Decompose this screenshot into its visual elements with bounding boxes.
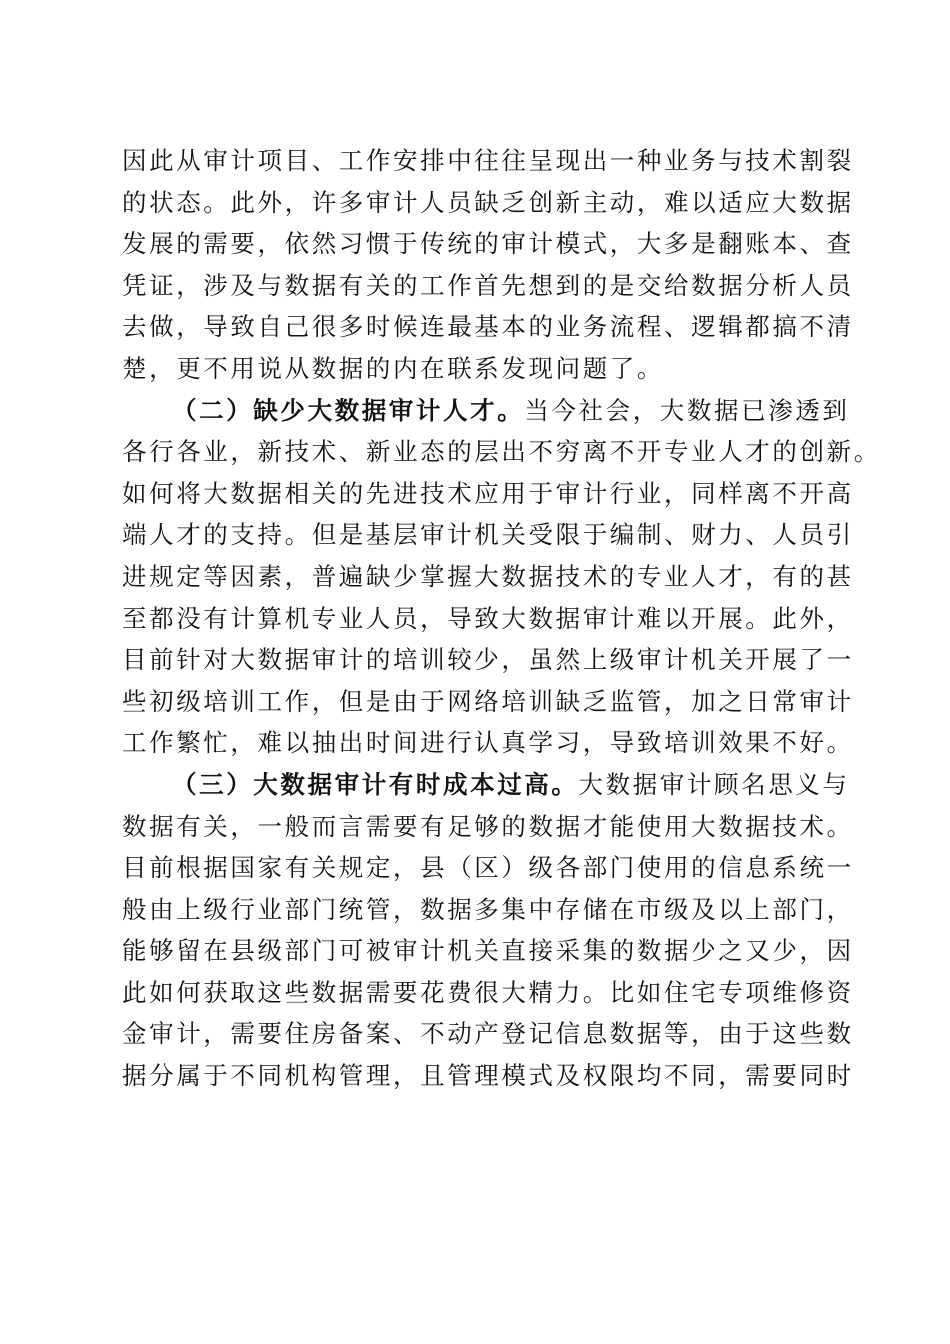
text-line: 数据有关，一般而言需要有足够的数据才能使用大数据技术。 bbox=[122, 811, 854, 841]
text-line: 端人才的支持。但是基层审计机关受限于编制、财力、人员引 bbox=[122, 520, 854, 550]
text-line: 进规定等因素，普遍缺少掌握大数据技术的专业人才，有的甚 bbox=[122, 561, 854, 591]
text-line: 楚，更不用说从数据的内在联系发现问题了。 bbox=[122, 353, 664, 383]
body-text bbox=[122, 140, 881, 1097]
text-line: 些初级培训工作，但是由于网络培训缺乏监管，加之日常审计 bbox=[122, 686, 854, 716]
text-line: 凭证，涉及与数据有关的工作首先想到的是交给数据分析人员 bbox=[122, 270, 854, 300]
text-line: 的状态。此外，许多审计人员缺乏创新主动，难以适应大数据 bbox=[122, 187, 854, 217]
text-line bbox=[122, 764, 850, 806]
text-line: 能够留在县级部门可被审计机关直接采集的数据少之又少，因 bbox=[122, 936, 854, 966]
text-line: 此如何获取这些数据需要花费很大精力。比如住宅专项维修资 bbox=[122, 977, 854, 1007]
text-line: 去做，导致自己很多时候连最基本的业务流程、逻辑都搞不清 bbox=[122, 312, 854, 342]
text-line: 各行各业，新技术、新业态的层出不穷离不开专业人才的创新。 bbox=[122, 437, 881, 467]
text-line: 因此从审计项目、工作安排中往往呈现出一种业务与技术割裂 bbox=[122, 146, 854, 175]
text-line: 金审计，需要住房备案、不动产登记信息数据等，由于这些数 bbox=[122, 1019, 854, 1049]
heading-line-rest: 当今社会，大数据已渗透到 bbox=[524, 395, 850, 425]
paragraph-talent-shortage bbox=[122, 390, 881, 764]
text-line bbox=[122, 390, 850, 432]
text-line: 发展的需要，依然习惯于传统的审计模式，大多是翻账本、查 bbox=[122, 229, 854, 259]
text-line: 工作繁忙，难以抽出时间进行认真学习，导致培训效果不好。 bbox=[122, 728, 854, 758]
text-line: 至都没有计算机专业人员，导致大数据审计难以开展。此外， bbox=[122, 603, 854, 633]
section-heading-3: （三）大数据审计有时成本过高。 bbox=[172, 769, 579, 799]
paragraph-continuation bbox=[122, 140, 854, 390]
text-line: 如何将大数据相关的先进技术应用于审计行业，同样离不开高 bbox=[122, 478, 854, 508]
paragraph-high-cost bbox=[122, 764, 854, 1097]
text-line: 目前针对大数据审计的培训较少，虽然上级审计机关开展了一 bbox=[122, 645, 854, 675]
section-heading-2: （二）缺少大数据审计人才。 bbox=[172, 395, 525, 425]
text-line: 目前根据国家有关规定，县（区）级各部门使用的信息系统一 bbox=[122, 853, 854, 883]
text-line: 据分属于不同机构管理，且管理模式及权限均不同，需要同时 bbox=[122, 1061, 854, 1091]
heading-line-rest: 大数据审计顾名思义与 bbox=[578, 769, 850, 799]
text-line: 般由上级行业部门统管，数据多集中存储在市级及以上部门， bbox=[122, 894, 854, 924]
